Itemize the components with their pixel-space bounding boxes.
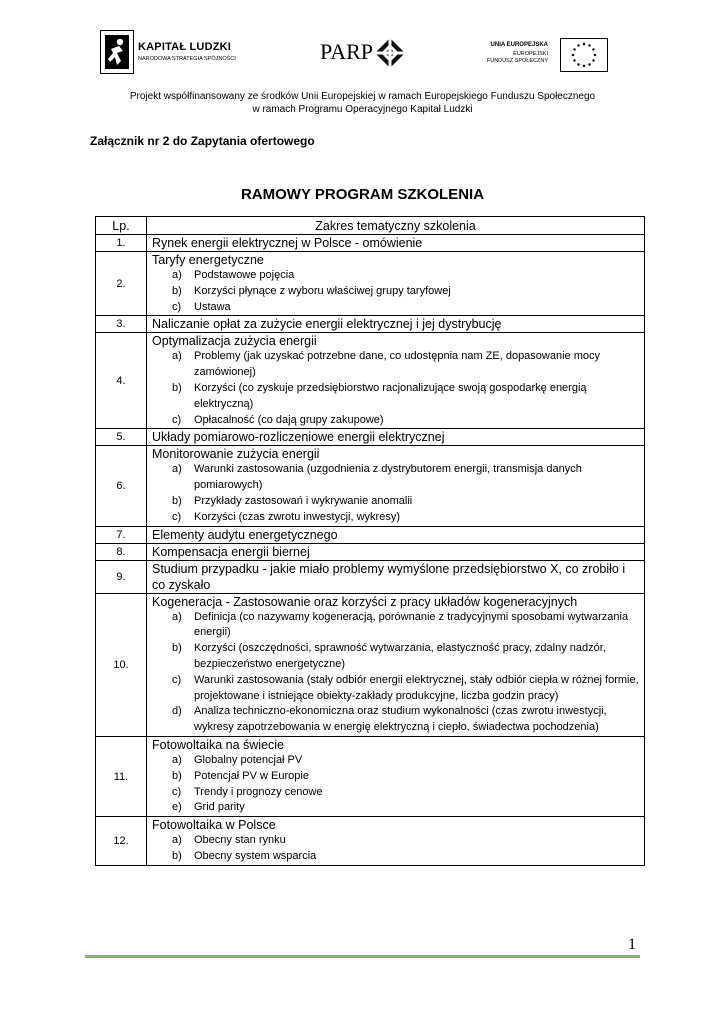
table-header-row	[96, 217, 645, 235]
list-item-text: Globalny potencjał PV	[194, 753, 303, 766]
list-item	[152, 284, 640, 300]
kapital-ludzki-subtitle: NARODOWA STRATEGIA SPÓJNOŚCI	[138, 56, 236, 62]
topic-title: Kogeneracja - Zastosowanie oraz korzyści z pracy układów kogeneracyjnych	[152, 594, 578, 609]
list-marker: d)	[172, 705, 182, 718]
row-topic-cell	[147, 526, 645, 543]
table-row	[96, 593, 645, 736]
table-row	[96, 817, 645, 866]
list-marker: a)	[172, 834, 182, 847]
list-item	[152, 510, 640, 526]
column-header-topic: Zakres tematyczny szkolenia	[147, 217, 645, 235]
row-topic-cell	[147, 817, 645, 866]
eu-line3: FUNDUSZ SPOŁECZNY	[486, 58, 548, 64]
list-marker: b)	[172, 849, 182, 862]
topic-title: Optymalizacja zużycia energii	[152, 334, 317, 349]
column-header-lp: Lp.	[96, 217, 147, 235]
table-row	[96, 543, 645, 560]
document-title: RAMOWY PROGRAM SZKOLENIA	[240, 186, 485, 203]
list-item-text: Korzyści (czas zwrotu inwestycji, wykresy)	[194, 510, 400, 523]
row-number: 7.	[96, 526, 147, 543]
list-marker: a)	[172, 463, 182, 476]
list-item	[152, 462, 640, 494]
list-item-text: Problemy (jak uzyskać potrzebne dane, co udostępnia nam ZE, dopasowanie mocy zamówionej)	[194, 350, 600, 379]
list-item	[152, 381, 640, 413]
cofinancing-line-1: Projekt współfinansowany ze środków Unii Europejskiej w ramach Europejskiego Funduszu Społecznego	[129, 91, 596, 102]
list-item-text: Grid parity	[194, 801, 245, 814]
list-item	[152, 704, 640, 736]
list-item	[152, 413, 640, 429]
list-item-text: Przykłady zastosowań i wykrywanie anomalii	[194, 494, 413, 507]
subtopic-list	[152, 349, 640, 428]
list-marker: b)	[172, 769, 182, 782]
page-number: 1	[628, 936, 636, 953]
list-item	[152, 349, 640, 381]
eu-line1: UNIA EUROPEJSKA	[490, 42, 548, 48]
parp-mark-icon	[374, 37, 406, 69]
list-marker: e)	[172, 801, 182, 814]
list-item	[152, 610, 640, 642]
table-row	[96, 235, 645, 252]
topic-title: Studium przypadku - jakie miało problemy wymyślone przedsiębiorstwo X, co zrobiło i co zyskało	[152, 561, 626, 592]
list-item	[152, 753, 640, 769]
list-item-text: Analiza techniczno-ekonomiczna oraz studium wykonalności (czas zwrotu inwestycji, wykresy zapotrzebowania w energię elektryczną i ciepło, świadectwa pochodzenia)	[194, 705, 607, 734]
eu-line2: EUROPEJSKI	[513, 51, 548, 57]
row-topic-cell	[147, 316, 645, 333]
list-item-text: Korzyści (oszczędności, sprawność wytwarzania, elastyczność pracy, zdalny nadzór, bezpieczeństwo energetyczne)	[194, 642, 606, 670]
kapital-ludzki-logo	[100, 30, 240, 75]
list-item	[152, 769, 640, 785]
row-topic-cell	[147, 593, 645, 736]
table-row	[96, 252, 645, 316]
row-topic-cell	[147, 333, 645, 429]
list-item	[152, 833, 640, 849]
topic-title: Rynek energii elektrycznej w Polsce - omówienie	[152, 236, 423, 250]
row-number: 12.	[96, 817, 147, 866]
list-item-text: Korzyści płynące z wyboru właściwej grupy taryfowej	[194, 284, 451, 297]
topic-title: Monitorowanie zużycia energii	[152, 447, 320, 462]
list-item	[152, 300, 640, 316]
list-marker: b)	[172, 642, 182, 655]
list-item	[152, 268, 640, 284]
list-item-text: Warunki zastosowania (stały odbiór energii elektrycznej, stały odbiór ciepła w różnej formie, projektowane i istniejące obiekty-zakłady produkcyjne, liczba godzin pracy)	[194, 673, 639, 702]
row-topic-cell	[147, 543, 645, 560]
list-item	[152, 494, 640, 510]
list-marker: c)	[172, 413, 182, 426]
row-number: 10.	[96, 593, 147, 736]
cofinancing-note	[0, 90, 725, 116]
row-number: 5.	[96, 429, 147, 446]
list-item-text: Korzyści (co zyskuje przedsiębiorstwo racjonalizujące swoją gospodarkę energią elektryczną)	[194, 381, 587, 410]
row-topic-cell	[147, 252, 645, 316]
row-topic-cell	[147, 429, 645, 446]
eu-flag-icon	[560, 38, 608, 72]
row-number: 9.	[96, 560, 147, 593]
list-marker: a)	[172, 753, 182, 766]
topic-title: Taryfy energetyczne	[152, 253, 264, 267]
list-item-text: Warunki zastosowania (uzgodnienia z dystrybutorem energii, transmisja danych pomiarowych)	[194, 463, 582, 492]
list-marker: b)	[172, 494, 182, 507]
list-marker: c)	[172, 510, 182, 523]
subtopic-list	[152, 833, 640, 865]
list-marker: a)	[172, 350, 182, 363]
footer-divider	[85, 955, 640, 958]
list-item-text: Obecny stan rynku	[194, 834, 286, 847]
list-marker: a)	[172, 269, 182, 281]
row-number: 1.	[96, 235, 147, 252]
list-marker: b)	[172, 381, 182, 394]
list-marker: c)	[172, 300, 182, 313]
list-item	[152, 849, 640, 865]
list-item-text: Ustawa	[194, 300, 231, 313]
cofinancing-line-2: w ramach Programu Operacyjnego Kapitał Ludzki	[252, 104, 473, 115]
row-topic-cell	[147, 235, 645, 252]
row-number: 4.	[96, 333, 147, 429]
topic-title: Elementy audytu energetycznego	[152, 527, 338, 542]
table-row	[96, 560, 645, 593]
list-marker: b)	[172, 284, 182, 297]
row-topic-cell	[147, 736, 645, 816]
row-number: 8.	[96, 543, 147, 560]
kapital-ludzki-emblem-icon	[100, 30, 134, 74]
parp-text: PARP	[320, 39, 374, 64]
list-marker: a)	[172, 610, 182, 623]
logo-bar	[0, 0, 725, 90]
list-item-text: Podstawowe pojęcia	[194, 269, 295, 281]
list-item	[152, 641, 640, 673]
list-item	[152, 673, 640, 705]
list-item-text: Opłacalność (co dają grupy zakupowe)	[194, 413, 384, 426]
table-row	[96, 316, 645, 333]
subtopic-list	[152, 462, 640, 525]
list-marker: c)	[172, 673, 182, 686]
list-item-text: Obecny system wsparcia	[194, 849, 317, 862]
topic-title: Fotowoltaika w Polsce	[152, 818, 276, 833]
table-row	[96, 446, 645, 526]
list-item-text: Definicja (co nazywamy kogeneracją, porównanie z tradycyjnymi sposobami wytwarzania energii)	[194, 610, 629, 639]
list-item	[152, 800, 640, 816]
kapital-ludzki-title: KAPITAŁ LUDZKI	[138, 41, 232, 53]
table-row	[96, 526, 645, 543]
subtopic-list	[152, 753, 640, 816]
list-item-text: Trendy i prognozy cenowe	[194, 785, 323, 798]
row-topic-cell	[147, 446, 645, 526]
topic-title: Fotowoltaika na świecie	[152, 737, 285, 752]
topic-title: Układy pomiarowo-rozliczeniowe energii elektrycznej	[152, 430, 445, 445]
row-number: 2.	[96, 252, 147, 316]
row-number: 6.	[96, 446, 147, 526]
row-number: 11.	[96, 736, 147, 816]
table-row	[96, 736, 645, 816]
subtopic-list	[152, 268, 640, 315]
subtopic-list	[152, 610, 640, 736]
topic-title: Kompensacja energii biernej	[152, 544, 310, 559]
row-topic-cell	[147, 560, 645, 593]
row-number: 3.	[96, 316, 147, 333]
annex-label: Załącznik nr 2 do Zapytania ofertowego	[90, 134, 315, 148]
table-row	[96, 333, 645, 429]
list-item	[152, 785, 640, 801]
table-row	[96, 429, 645, 446]
topic-title: Naliczanie opłat za zużycie energii elektrycznej i jej dystrybucję	[152, 317, 502, 332]
list-item-text: Potencjał PV w Europie	[194, 769, 309, 782]
program-table	[95, 216, 645, 866]
list-marker: c)	[172, 785, 182, 798]
eu-logo	[486, 38, 610, 72]
